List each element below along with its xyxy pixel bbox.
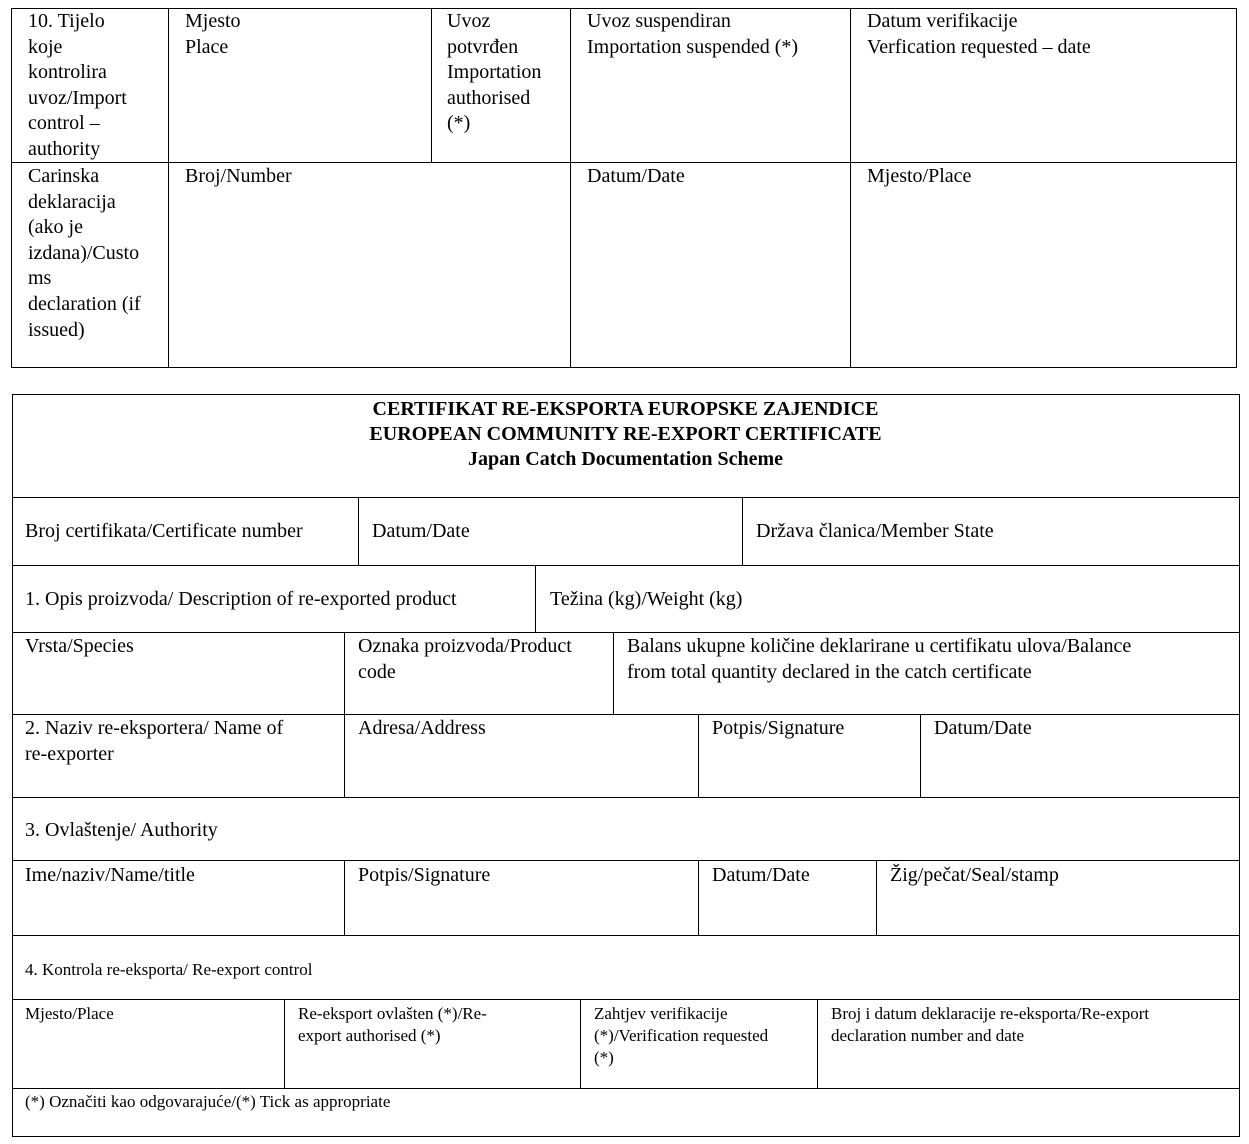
certificate-number-label: Broj certifikata/Certificate number	[25, 520, 303, 542]
reexport-control-label: 4. Kontrola re-eksporta/ Re-export control	[25, 960, 313, 979]
weight-label: Težina (kg)/Weight (kg)	[550, 588, 743, 610]
control-row-divider-1	[284, 999, 285, 1088]
divider-below-section2	[12, 797, 1240, 798]
import-col-divider-1	[168, 8, 169, 368]
member-state-label: Država članica/Member State	[756, 520, 994, 542]
reexporter-date-label: Datum/Date	[934, 717, 1032, 739]
divider-above-footnote	[12, 1088, 1240, 1089]
import-col-divider-2	[431, 8, 432, 162]
divider-below-authority-row	[12, 935, 1240, 936]
authority-date-label: Datum/Date	[712, 864, 810, 886]
divider-below-section4	[12, 999, 1240, 1000]
tick-footnote: (*) Označiti kao odgovarajuće/(*) Tick as appropriate	[25, 1092, 391, 1111]
section1-divider	[535, 565, 536, 632]
authority-signature-label: Potpis/Signature	[358, 864, 491, 886]
import-row-divider	[11, 162, 1237, 163]
certificate-date-label: Datum/Date	[372, 520, 470, 542]
importation-suspended-label: Uvoz suspendiran Importation suspended (*)	[587, 10, 799, 58]
authority-seal-label: Žig/pečat/Seal/stamp	[890, 864, 1059, 886]
product-code-label: Oznaka proizvoda/Product code	[358, 635, 572, 683]
customs-declaration-label: Carinska deklaracija (ako je izdana)/Custo ms declaration (if issued)	[28, 165, 141, 341]
verification-requested-label: Zahtjev verifikacije (*)/Verification requested (*)	[594, 1004, 769, 1067]
reexport-declaration-label: Broj i datum deklaracije re-eksporta/Re-export declaration number and date	[831, 1004, 1150, 1045]
verification-date-label: Datum verifikacije Verfication requested – date	[867, 10, 1091, 58]
species-label: Vrsta/Species	[25, 635, 134, 657]
customs-place-label: Mjesto/Place	[867, 165, 972, 187]
customs-number-label: Broj/Number	[185, 165, 292, 187]
balance-label: Balans ukupne količine deklarirane u certifikatu ulova/Balance from total quantity declared in the catch certificate	[627, 635, 1132, 683]
reexporter-address-label: Adresa/Address	[358, 717, 486, 739]
authority-name-title-label: Ime/naziv/Name/title	[25, 864, 195, 886]
importation-authorised-label: Uvoz potvrđen Importation authorised (*)	[447, 10, 542, 135]
reexporter-name-label: 2. Naziv re-eksportera/ Name of re-exporter	[25, 717, 284, 765]
section2-divider-2	[920, 714, 921, 797]
species-row-divider-2	[613, 632, 614, 714]
cert-row-divider-2	[742, 497, 743, 565]
authority-row-divider-3	[876, 860, 877, 935]
import-place-label: Mjesto Place	[185, 10, 241, 58]
divider-below-certificate-row	[12, 565, 1240, 566]
import-col-divider-4	[850, 8, 851, 368]
customs-date-label: Datum/Date	[587, 165, 685, 187]
species-row-divider-1	[344, 632, 345, 797]
authority-row-divider-1	[344, 860, 345, 935]
authority-label: 3. Ovlaštenje/ Authority	[25, 819, 218, 841]
import-col-divider-3	[570, 8, 571, 368]
import-control-authority-label: 10. Tijelo koje kontrolira uvoz/Import control – authority	[28, 10, 127, 160]
divider-below-section3	[12, 860, 1240, 861]
control-row-divider-3	[817, 999, 818, 1088]
product-description-label: 1. Opis proizvoda/ Description of re-exported product	[25, 588, 457, 610]
control-row-divider-2	[580, 999, 581, 1088]
divider-below-title	[12, 497, 1240, 498]
certificate-title-en: EUROPEAN COMMUNITY RE-EXPORT CERTIFICATE	[369, 423, 882, 445]
certificate-title-scheme: Japan Catch Documentation Scheme	[468, 448, 783, 470]
control-place-label: Mjesto/Place	[25, 1004, 114, 1023]
reexport-authorised-label: Re-eksport ovlašten (*)/Re- export authorised (*)	[298, 1004, 487, 1045]
section2-divider-1	[698, 714, 699, 797]
certificate-title-hr: CERTIFIKAT RE-EKSPORTA EUROPSKE ZAJENDICE	[372, 398, 879, 420]
reexporter-signature-label: Potpis/Signature	[712, 717, 845, 739]
divider-below-species-row	[12, 714, 1240, 715]
divider-below-section1	[12, 632, 1240, 633]
cert-row-divider-1	[358, 497, 359, 565]
authority-row-divider-2	[698, 860, 699, 935]
